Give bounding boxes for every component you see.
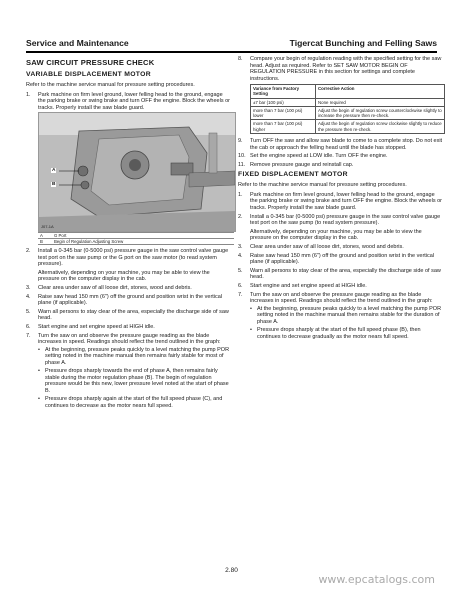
legend-text: G Port xyxy=(52,233,234,239)
table-cell: None required xyxy=(316,98,445,106)
callout-b: B xyxy=(52,182,56,187)
step-7: 7. Turn the saw on and observe the pressure gauge reading as the blade increases in speed. Readings should reflect the trend outlined in the graph: • At the beginning, pressure peaks quickly to a level matching the pump POR setting noted in the machine manual then remains fairly stable for most of phase A. • Pressure drops sharply towards the end of phase A, then remains fairly stable during the motor regulation phase (B). The begin of regulation pressure would be this new, lower pressure level noted at the start of phase B. • Pressure drops sharply again at the start of the full speed phase (C), and continues to decrease as the motor nears full speed. xyxy=(26,333,231,410)
watermark-text: www.epcatalogs.com xyxy=(318,573,435,586)
step-1: 1. Park machine on firm level ground, lower felling head to the ground, engage the parking brake or swing brake and turn OFF the engine. Block the wheels or tracks. Properly install the saw blade guard. A B J07-1A A G Port B Begin of Regulation Adjusting Screw xyxy=(26,92,231,246)
legend-text: Begin of Regulation Adjusting Screw xyxy=(52,239,234,245)
step-5: 5. Warn all persons to stay clear of the area, especially the discharge side of saw head. xyxy=(26,308,229,322)
legend-key: A xyxy=(38,233,52,239)
variable-steps-list xyxy=(26,92,231,410)
step-6-text: Start engine and set engine speed at HIGH idle. xyxy=(38,324,155,331)
bullet-item: • Pressure drops sharply towards the end of phase A, then remains fairly stable during the motor regulation phase (B). The begin of regulation pressure would be this new, lower pressure level noted at the start of phase B. xyxy=(38,368,231,394)
bullet-item: • Pressure drops sharply again at the start of the full speed phase (C), and continues to decrease as the motor nears full speed. xyxy=(38,396,231,409)
table-cell: more than 7 bar (100 psi) lower xyxy=(251,106,316,120)
step-2-alt-text: Alternatively, depending on your machine, you may be able to view the pressure on the computer display in the cab. xyxy=(38,269,210,283)
fixed-step-7-text: Turn the saw on and observe the pressure gauge reading as the blade increases in speed. Readings should reflect the trend outlined in the graph: xyxy=(250,291,433,305)
callout-a: A xyxy=(52,168,56,173)
table-cell: more than 7 bar (100 psi) higher xyxy=(251,120,316,134)
step-9: 9. Turn OFF the saw and allow saw blade to come to a complete stop. Do not exit the cab or approach the felling head until the blade has stopped. xyxy=(238,138,443,151)
fixed-step-7-bullets xyxy=(250,306,443,341)
fixed-step-1: 1. Park machine on firm level ground, lower felling head to the ground, engage the parking brake or swing brake and turn OFF the engine. Block the wheels or tracks. Properly install the saw blade guard. xyxy=(238,191,442,211)
fixed-step-6-text: Start engine and set engine speed at HIGH idle. xyxy=(250,282,367,289)
fixed-step-2: 2. Install a 0-345 bar (0-5000 psi) pressure gauge in the saw control valve gauge test port on the saw pump (to read system pressure). Alternatively, depending on your machine, you may be able to view the pressure on the computer display in the cab. xyxy=(238,214,443,242)
step-4-text: Raise saw head 150 mm (6") off the ground and position wrist in the vertical plane (if applicable). xyxy=(38,293,223,307)
fixed-step-6: 6. Start engine and set engine speed at HIGH idle. xyxy=(238,282,367,289)
table-header: Corrective Action xyxy=(316,85,445,99)
step-6: 6. Start engine and set engine speed at HIGH idle. xyxy=(26,324,155,331)
fixed-step-2-alt-text: Alternatively, depending on your machine, you may be able to view the pressure on the computer display in the cab. xyxy=(250,228,422,242)
fixed-step-4: 4. Raise saw head 150 mm (6") off the ground and position wrist in the vertical plane (if applicable). xyxy=(238,252,435,266)
right-column xyxy=(238,56,443,342)
saw-motor-figure xyxy=(38,112,236,232)
section-title: SAW CIRCUIT PRESSURE CHECK xyxy=(26,58,155,67)
fixed-step-3-text: Clear area under saw of all loose dirt, stones, wood and debris. xyxy=(250,243,404,250)
step-1-text: Park machine on firm level ground, lower felling head to the ground, engage the parking brake or swing brake and turn OFF the engine. Block the wheels or tracks. Properly install the saw blade guard. xyxy=(38,91,230,111)
fixed-step-5-text: Warn all persons to stay clear of the area, especially the discharge side of saw head. xyxy=(250,267,441,281)
table-header-row xyxy=(251,85,445,99)
step-8: 8. Compare your begin of regulation reading with the specified setting for the saw head. Adjust as required. Refer to SET SAW MOTOR BEGIN OF REGULATION PRESSURE in this section for settings and complete instructions. Variance from Factory Setting Corrective Action ±7 bar (100 psi) None required more than 7 bar (100 psi) lower Adjust the begin of regulation screw counterclockwise slightly to increase the pressure then re-check. more than 7 bar (100 psi) higher Adjust the begin of regulation screw clockwise slightly to reduce the pressure then re-check. xyxy=(238,56,443,134)
page-number: 2.80 xyxy=(225,567,238,574)
fixed-step-5: 5. Warn all persons to stay clear of the area, especially the discharge side of saw head. xyxy=(238,267,441,281)
saw-motor-illustration xyxy=(39,113,235,231)
table-cell: Adjust the begin of regulation screw counterclockwise slightly to increase the pressure then re-check. xyxy=(316,106,445,120)
subsection-title-fixed: FIXED DISPLACEMENT MOTOR xyxy=(238,171,348,179)
table-cell: Adjust the begin of regulation screw clockwise slightly to reduce the pressure then re-check. xyxy=(316,120,445,134)
table-row xyxy=(251,98,445,106)
table-header: Variance from Factory Setting xyxy=(251,85,316,99)
variable-steps-continued xyxy=(238,56,443,168)
fixed-step-4-text: Raise saw head 150 mm (6") off the ground and position wrist in the vertical plane (if applicable). xyxy=(250,252,435,266)
step-5-text: Warn all persons to stay clear of the area, especially the discharge side of saw head. xyxy=(38,308,229,322)
step-11: 11. Remove pressure gauge and reinstall cap. xyxy=(238,161,354,168)
step-10: 10. Set the engine speed at LOW idle. Turn OFF the engine. xyxy=(238,153,388,160)
fixed-step-7: 7. Turn the saw on and observe the pressure gauge reading as the blade increases in speed. Readings should reflect the trend outlined in the graph: • At the beginning, pressure peaks quickly to a level matching the pump POR setting noted in the machine manual then remains stable for the duration of phase A. • Pressure drops sharply at the start of the full speed phase (B), then continues to decrease gradually as the motor nears full speed. xyxy=(238,292,443,341)
step-9-text: Turn OFF the saw and allow saw blade to come to a complete stop. Do not exit the cab or approach the felling head until the blade has stopped. xyxy=(250,138,443,151)
step-4: 4. Raise saw head 150 mm (6") off the ground and position wrist in the vertical plane (if applicable). xyxy=(26,293,223,307)
header-manual-title: Tigercat Bunching and Felling Saws xyxy=(289,38,437,48)
left-column xyxy=(26,56,231,412)
step-2: 2. Install a 0-345 bar (0-5000 psi) pressure gauge in the saw control valve gauge test port on the saw pump or the G port on the saw motor (to read system pressure). Alternatively, depending on your machine, you may be able to view the pressure on the computer display in the cab. xyxy=(26,248,231,283)
fixed-steps-list xyxy=(238,192,443,340)
legend-key: B xyxy=(38,239,52,245)
step-3-text: Clear area under saw of all loose dirt, stones, wood and debris. xyxy=(38,285,192,292)
step-8-text: Compare your begin of regulation reading with the specified setting for the saw head. Adjust as required. Refer to SET SAW MOTOR BEGIN OF REGULATION PRESSURE in this section for settings and complete instructions. xyxy=(250,56,442,82)
bullet-item: • At the beginning, pressure peaks quickly to a level matching the pump POR setting noted in the machine manual then remains stable for the duration of phase A. xyxy=(250,306,443,326)
table-cell: ±7 bar (100 psi) xyxy=(251,98,316,106)
table-row xyxy=(251,120,445,134)
fixed-step-2-text: Install a 0-345 bar (0-5000 psi) pressure gauge in the saw control valve gauge test port on the saw pump (to read system pressure). xyxy=(250,213,441,227)
bullet-item: • At the beginning, pressure peaks quickly to a level matching the pump POR setting noted in the machine manual then remains fairly stable for most of phase A. xyxy=(38,347,231,367)
figure-id: J07-1A xyxy=(41,223,54,229)
step-10-text: Set the engine speed at LOW idle. Turn OFF the engine. xyxy=(250,153,388,160)
page-header xyxy=(26,38,437,52)
step-7-text: Turn the saw on and observe the pressure gauge reading as the blade increases in speed. Readings should reflect the trend outlined in the graph: xyxy=(38,332,221,346)
step-2-text: Install a 0-345 bar (0-5000 psi) pressure gauge in the saw control valve gauge test port on the saw pump or the G port on the saw motor (to read system pressure). xyxy=(38,248,229,268)
intro-text: Refer to the machine service manual for pressure setting procedures. xyxy=(26,82,195,88)
step-11-text: Remove pressure gauge and reinstall cap. xyxy=(250,161,354,168)
figure-legend xyxy=(38,232,234,245)
bullet-item: • Pressure drops sharply at the start of the full speed phase (B), then continues to decrease gradually as the motor nears full speed. xyxy=(250,327,443,340)
fixed-step-1-text: Park machine on firm level ground, lower felling head to the ground, engage the parking brake or swing brake and turn OFF the engine. Block the wheels or tracks. Properly install the saw blade guard. xyxy=(250,191,442,211)
fixed-step-3: 3. Clear area under saw of all loose dirt, stones, wood and debris. xyxy=(238,243,404,250)
legend-row xyxy=(38,239,234,245)
step-3: 3. Clear area under saw of all loose dirt, stones, wood and debris. xyxy=(26,285,192,292)
header-section-title: Service and Maintenance xyxy=(26,38,129,48)
step-7-bullets xyxy=(38,347,231,410)
header-rule xyxy=(26,51,437,53)
subsection-title-variable: VARIABLE DISPLACEMENT MOTOR xyxy=(26,71,151,78)
table-row xyxy=(251,106,445,120)
variance-table xyxy=(250,84,445,134)
fixed-intro-text: Refer to the machine service manual for pressure setting procedures. xyxy=(238,182,407,189)
